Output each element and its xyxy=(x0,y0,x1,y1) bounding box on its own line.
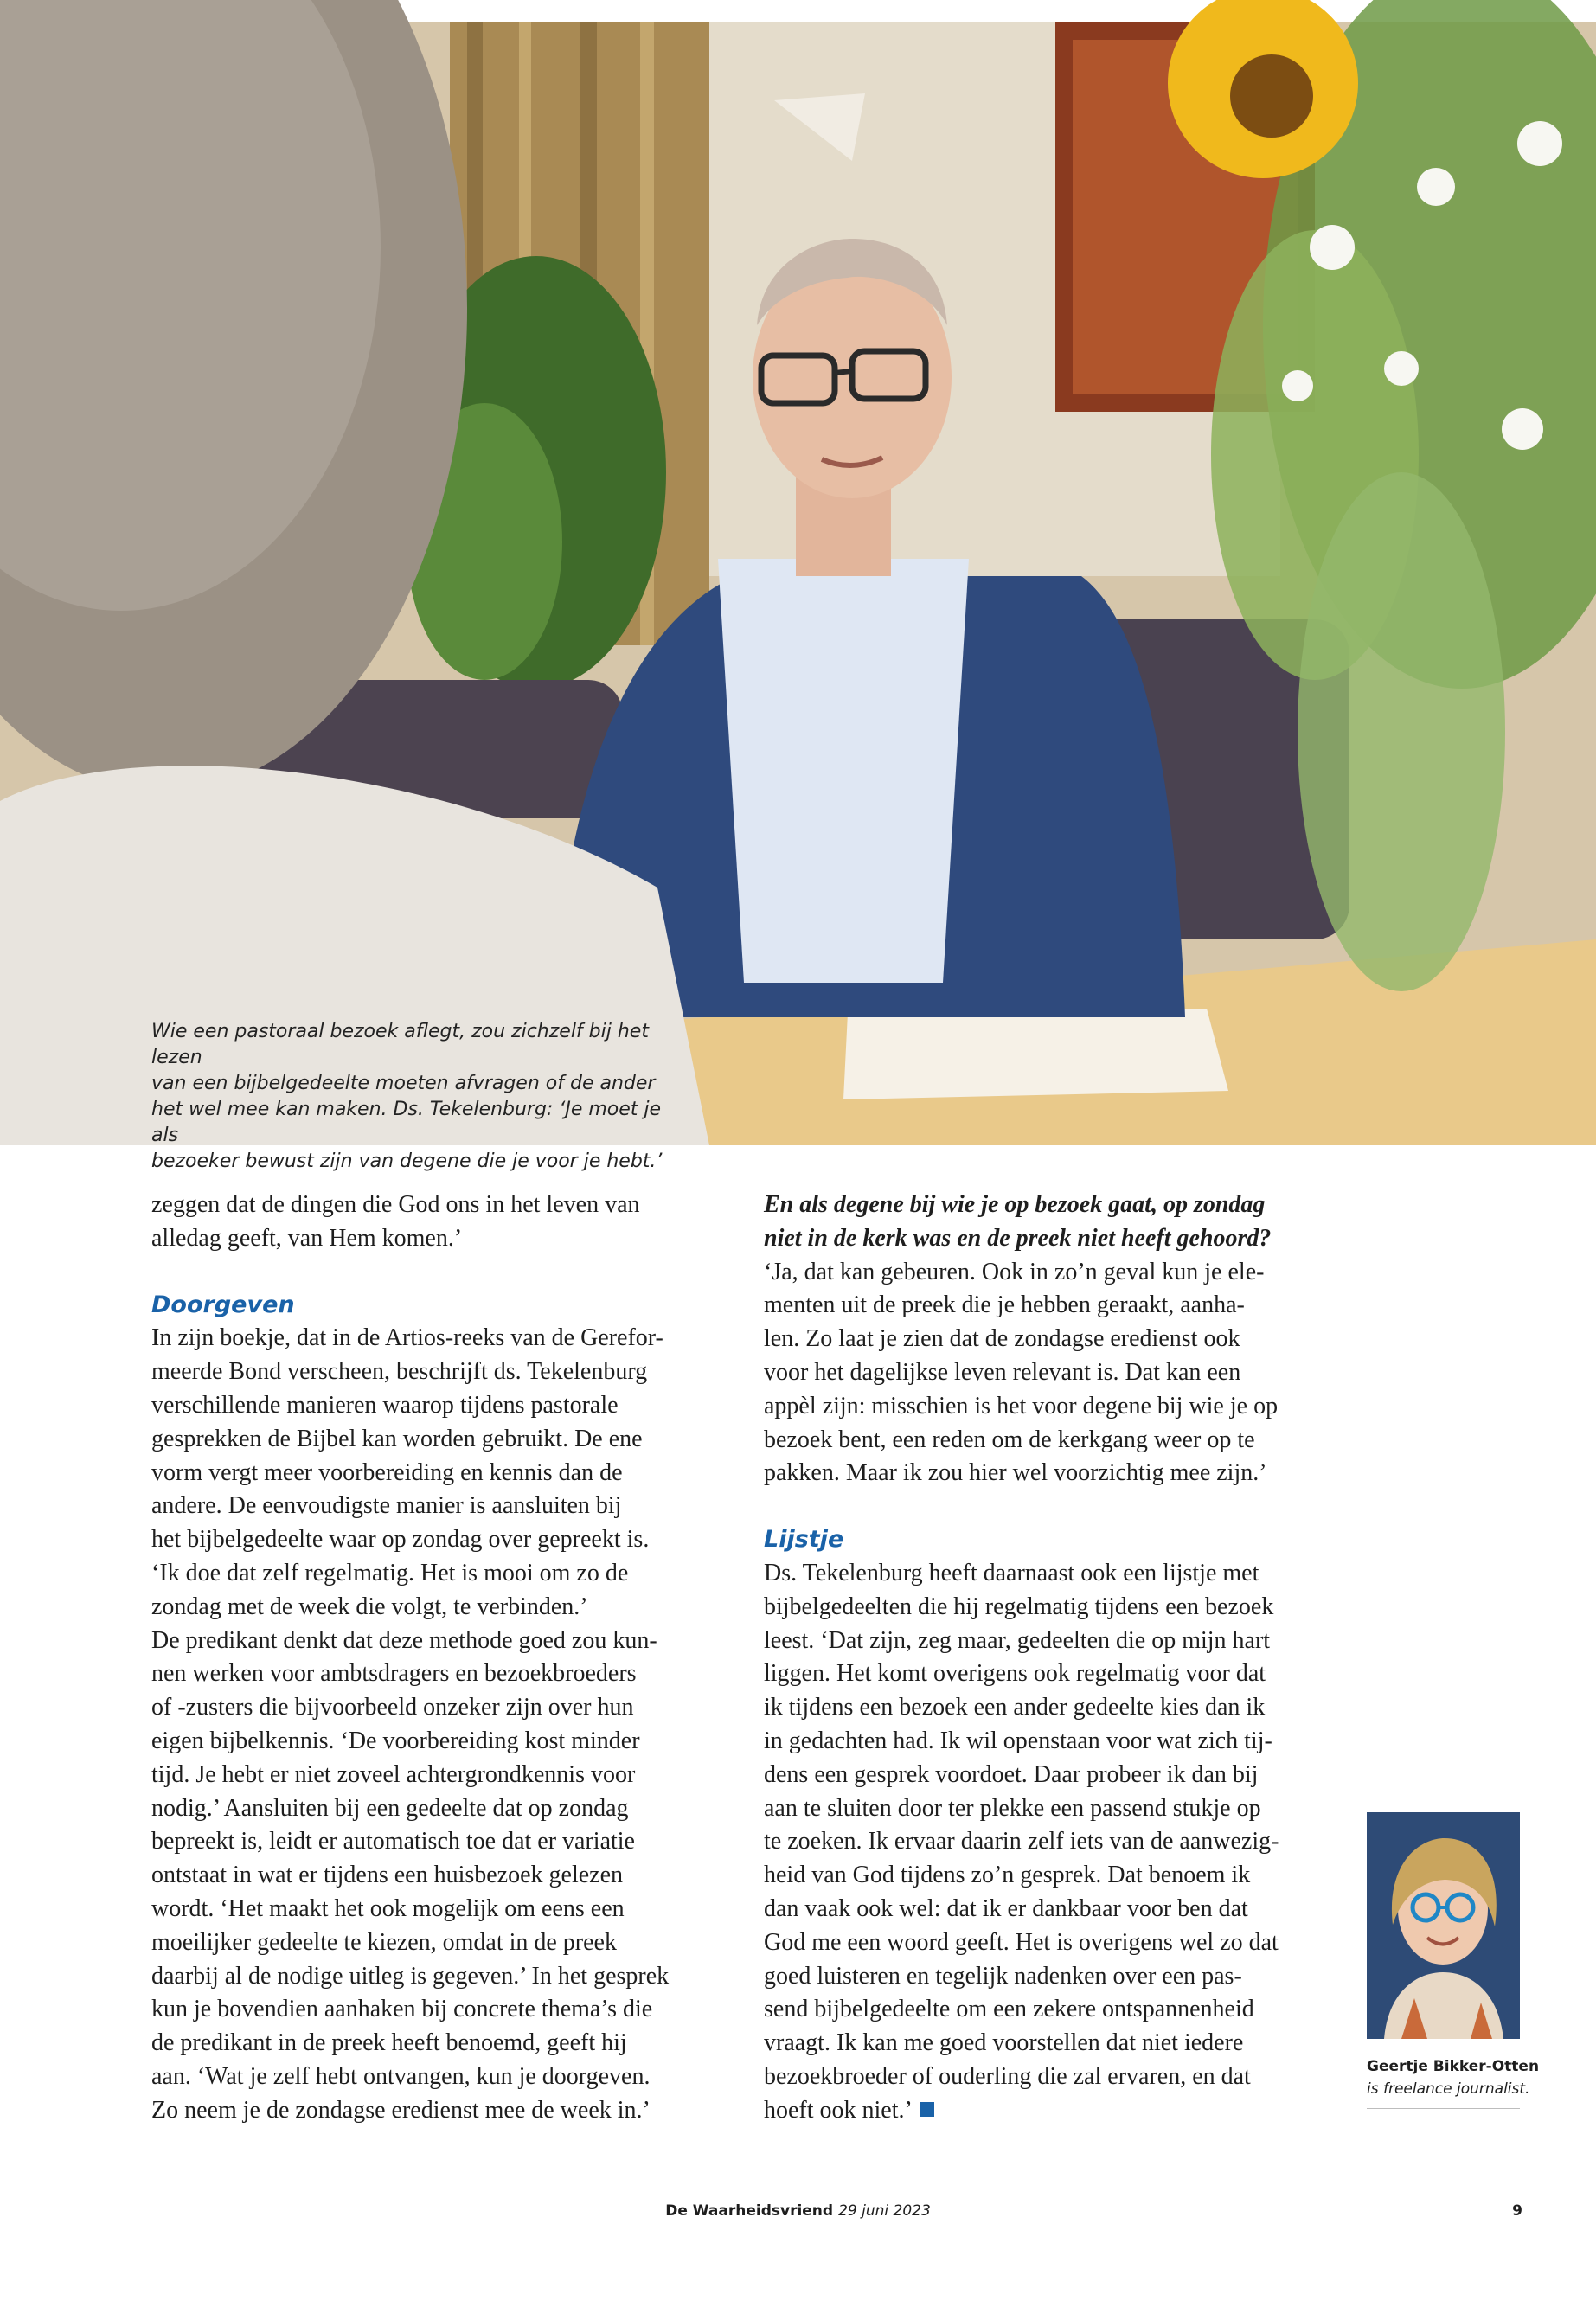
text-line: moeilijker gedeelte te kiezen, omdat in de preek xyxy=(151,1928,617,1956)
section-heading: Lijstje xyxy=(764,1526,844,1554)
text-line: wordt. ‘Het maakt het ook mogelijk om eens een xyxy=(151,1894,625,1922)
text-line: God me een woord geeft. Het is overigens wel zo dat xyxy=(764,1928,1279,1956)
text-line: andere. De eenvoudigste manier is aansluiten bij xyxy=(151,1492,622,1520)
text-line: bepreekt is, leidt er automatisch toe dat er variatie xyxy=(151,1828,635,1856)
text-line: appèl zijn: misschien is het voor degene bij wie je op xyxy=(764,1392,1279,1420)
text-line: heid van God tijdens zo’n gesprek. Dat benoem ik xyxy=(764,1862,1251,1889)
text-line: in gedachten had. Ik wil openstaan voor wat zich tij- xyxy=(764,1727,1272,1754)
text-line: meerde Bond verscheen, beschrijft ds. Tekelenburg xyxy=(151,1358,648,1386)
text-line: send bijbelgedeelte om een zekere ontspannenheid xyxy=(764,1996,1254,2023)
end-mark-icon xyxy=(920,2102,934,2117)
text-line: pakken. Maar ik zou hier wel voorzichtig mee zijn.’ xyxy=(764,1459,1267,1487)
text-line: gesprekken de Bijbel kan worden gebruikt. De ene xyxy=(151,1425,643,1452)
right-column xyxy=(764,1189,1309,2128)
text-line: bezoekbroeder of ouderling die zal ervaren, en dat xyxy=(764,2062,1251,2090)
text-line: aan. ‘Wat je zelf hebt ontvangen, kun je doorgeven. xyxy=(151,2062,651,2090)
text-line: of -zusters die bijvoorbeeld onzeker zijn over hun xyxy=(151,1694,634,1721)
left-column xyxy=(151,1189,696,2128)
page-number: 9 xyxy=(1512,2202,1522,2220)
interview-question: niet in de kerk was en de preek niet heeft gehoord? xyxy=(764,1224,1272,1252)
text-line: vorm vergt meer voorbereiding en kennis dan de xyxy=(151,1458,623,1486)
caption-line: bezoeker bewust zijn van degene die je voor je hebt.’ xyxy=(151,1150,663,1172)
text-line: voor het dagelijkse leven relevant is. Dat kan een xyxy=(764,1358,1241,1386)
interview-question: En als degene bij wie je op bezoek gaat, op zondag xyxy=(764,1191,1266,1218)
text-line: menten uit de preek die je hebben geraakt, aanha- xyxy=(764,1292,1245,1319)
text-line: bijbelgedeelten die hij regelmatig tijdens een bezoek xyxy=(764,1593,1274,1620)
article-photo xyxy=(0,22,1596,1172)
caption-line: het wel mee kan maken. Ds. Tekelenburg: ‘Je moet je als xyxy=(151,1099,662,1146)
text-line: kun je bovendien aanhaken bij concrete thema’s die xyxy=(151,1996,653,2023)
text-line: daarbij al de nodige uitleg is gegeven.’ In het gesprek xyxy=(151,1962,670,1990)
text-line: te zoeken. Ik ervaar daarin zelf iets van de aanwezig- xyxy=(764,1828,1279,1856)
text-line: zondag met de week die volgt, te verbinden.’ xyxy=(151,1593,588,1620)
last-text-line xyxy=(764,2094,1309,2128)
photo-caption xyxy=(151,1019,688,1175)
text-line: nodig.’ Aansluiten bij een gedeelte dat op zondag xyxy=(151,1794,629,1822)
issue-date: 29 juni 2023 xyxy=(838,2202,931,2220)
text-line: ontstaat in wat er tijdens een huisbezoek gelezen xyxy=(151,1862,624,1889)
text-line: het bijbelgedeelte waar op zondag over gepreekt is. xyxy=(151,1526,650,1554)
text-line: aan te sluiten door ter plekke een passend stukje op xyxy=(764,1794,1261,1822)
caption-line: van een bijbelgedeelte moeten afvragen of de ander xyxy=(151,1073,656,1094)
text-line: verschillende manieren waarop tijdens pastorale xyxy=(151,1391,619,1419)
text-line: ‘Ja, dat kan gebeuren. Ook in zo’n geval kun je ele- xyxy=(764,1258,1265,1285)
section-heading: Doorgeven xyxy=(151,1291,295,1318)
author-name: Geertje Bikker-Otten xyxy=(1367,2058,1540,2075)
text-line: dan vaak ook wel: dat ik er dankbaar voor ben dat xyxy=(764,1894,1248,1922)
author-portrait xyxy=(1367,1812,1520,2039)
caption-line: Wie een pastoraal bezoek aflegt, zou zichzelf bij het lezen xyxy=(151,1021,649,1068)
text-line: de predikant in de preek heeft benoemd, geeft hij xyxy=(151,2029,627,2057)
photo-illustration xyxy=(0,22,1596,1145)
author-portrait-illustration xyxy=(1367,1812,1520,2039)
text-line-content: hoeft ook niet.’ xyxy=(764,2096,913,2124)
text-line: liggen. Het komt overigens ook regelmatig voor dat xyxy=(764,1660,1266,1688)
text-line: Zo neem je de zondagse eredienst mee de week in.’ xyxy=(151,2096,651,2124)
text-line: tijd. Je hebt er niet zoveel achtergrondkennis voor xyxy=(151,1760,636,1788)
text-line: alledag geeft, van Hem komen.’ xyxy=(151,1224,463,1252)
publication-name: De Waarheidsvriend xyxy=(665,2202,834,2220)
text-line: ik tijdens een bezoek een ander gedeelte kies dan ik xyxy=(764,1694,1266,1721)
text-line: eigen bijbelkennis. ‘De voorbereiding kost minder xyxy=(151,1727,640,1754)
text-line: bezoek bent, een reden om de kerkgang weer op te xyxy=(764,1426,1255,1453)
text-line: zeggen dat de dingen die God ons in het leven van xyxy=(151,1191,640,1218)
text-line: Ds. Tekelenburg heeft daarnaast ook een lijstje met xyxy=(764,1559,1259,1586)
text-line: leest. ‘Dat zijn, zeg maar, gedeelten die op mijn hart xyxy=(764,1626,1271,1654)
text-line: dens een gesprek voordoet. Daar probeer ik dan bij xyxy=(764,1760,1259,1788)
page-footer xyxy=(0,2202,1596,2220)
text-line: vraagt. Ik kan me goed voorstellen dat niet iedere xyxy=(764,2029,1244,2057)
text-line: ‘Ik doe dat zelf regelmatig. Het is mooi om zo de xyxy=(151,1559,629,1586)
text-line: goed luisteren en tegelijk nadenken over een pas- xyxy=(764,1962,1242,1990)
text-line: nen werken voor ambtsdragers en bezoekbroeders xyxy=(151,1660,637,1688)
text-line: len. Zo laat je zien dat de zondagse eredienst ook xyxy=(764,1325,1240,1353)
author-divider xyxy=(1367,2108,1520,2109)
text-line: De predikant denkt dat deze methode goed zou kun- xyxy=(151,1626,657,1654)
text-line: In zijn boekje, dat in de Artios-reeks van de Gerefor- xyxy=(151,1324,663,1352)
author-role: is freelance journalist. xyxy=(1367,2080,1530,2098)
